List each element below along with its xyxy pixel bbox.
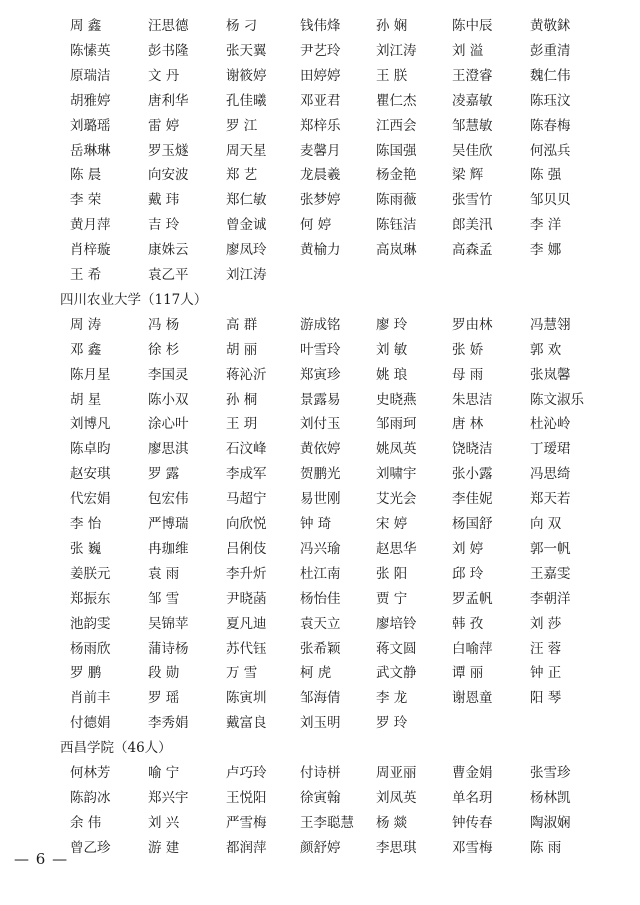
person-name: 邓 鑫 — [70, 341, 102, 358]
person-name: 饶晓洁 — [452, 441, 493, 458]
person-name: 岳琳琳 — [70, 142, 111, 159]
person-name: 杨 刁 — [226, 18, 258, 34]
person-name: 罗 玲 — [376, 715, 408, 732]
person-name: 罗孟帆 — [452, 590, 493, 607]
person-name: 周 涛 — [70, 316, 102, 333]
person-name: 武文静 — [376, 665, 417, 682]
person-name: 李佳妮 — [452, 491, 493, 508]
person-name: 姜朕元 — [70, 565, 111, 582]
person-name: 瞿仁杰 — [376, 92, 417, 109]
name-row — [0, 114, 640, 138]
person-name: 陈寅圳 — [226, 690, 267, 707]
person-name: 李成军 — [226, 466, 267, 483]
person-name: 邹慧敏 — [452, 117, 493, 134]
name-row — [0, 711, 640, 735]
person-name: 夏凡迪 — [226, 615, 267, 632]
person-name: 周亚丽 — [376, 765, 417, 781]
person-name: 蒋沁沂 — [226, 366, 267, 383]
person-name: 吉 玲 — [148, 217, 180, 234]
person-name: 王李聪慧 — [300, 814, 354, 831]
person-name: 曾金诚 — [226, 217, 267, 234]
person-name: 陈文淑乐 — [530, 391, 584, 408]
person-name: 刘玉明 — [300, 715, 341, 732]
person-name: 冯思绮 — [530, 466, 571, 483]
person-name: 王嘉雯 — [530, 565, 571, 582]
person-name: 张小露 — [452, 466, 493, 483]
person-name: 刘凤英 — [376, 789, 417, 806]
person-name: 王 玥 — [226, 416, 258, 433]
name-row — [0, 512, 640, 536]
person-name: 梁 辉 — [452, 167, 484, 184]
person-name: 母 雨 — [452, 366, 484, 383]
person-name: 冯慧翎 — [530, 316, 571, 333]
person-name: 段 勋 — [148, 665, 180, 682]
person-name: 王 朕 — [376, 67, 408, 84]
person-name: 杨林凯 — [530, 789, 571, 806]
person-name: 姚 琅 — [376, 366, 408, 383]
person-name: 陈小双 — [148, 391, 189, 408]
person-name: 张雪珍 — [530, 765, 571, 781]
person-name: 张岚馨 — [530, 366, 571, 383]
person-name: 廖思淇 — [148, 441, 189, 458]
person-name: 郑兴宇 — [148, 789, 189, 806]
person-name: 徐寅翰 — [300, 789, 341, 806]
person-name: 向欣悦 — [226, 516, 267, 532]
person-name: 龙晨羲 — [300, 167, 341, 184]
person-name: 李国灵 — [148, 366, 189, 383]
person-name: 罗 露 — [148, 466, 180, 483]
person-name: 代宏娟 — [70, 491, 111, 508]
person-name: 孙 娴 — [376, 18, 408, 34]
person-name: 邹贝贝 — [530, 192, 571, 209]
person-name: 杨怡佳 — [300, 590, 341, 607]
person-name: 杨雨欣 — [70, 640, 111, 657]
person-name: 郑振东 — [70, 590, 111, 607]
person-name: 高森孟 — [452, 242, 493, 259]
person-name: 陈中辰 — [452, 18, 493, 34]
person-name: 尹晓菡 — [226, 590, 267, 607]
person-name: 付诗栟 — [300, 765, 341, 781]
person-name: 高岚琳 — [376, 242, 417, 259]
person-name: 易世刚 — [300, 491, 341, 508]
person-name: 吕俐伎 — [226, 540, 267, 557]
person-name: 袁 雨 — [148, 565, 180, 582]
person-name: 罗由林 — [452, 316, 493, 333]
person-name: 史晓燕 — [376, 391, 417, 408]
person-name: 胡 星 — [70, 391, 102, 408]
person-name: 万 雪 — [226, 665, 258, 682]
person-name: 喻 宁 — [148, 765, 180, 781]
person-name: 刘 溢 — [452, 42, 484, 59]
person-name: 李升炘 — [226, 565, 267, 582]
person-name: 姚凤英 — [376, 441, 417, 458]
person-name: 孔佳曦 — [226, 92, 267, 109]
person-name: 陈国强 — [376, 142, 417, 159]
name-row — [0, 786, 640, 810]
name-row — [0, 412, 640, 436]
name-row — [0, 188, 640, 212]
name-row — [0, 661, 640, 685]
person-name: 韩 孜 — [452, 615, 484, 632]
person-name: 郑寅珍 — [300, 366, 341, 383]
person-name: 蒋文圆 — [376, 640, 417, 657]
person-name: 李朝洋 — [530, 590, 571, 607]
person-name: 冉珈维 — [148, 540, 189, 557]
person-name: 李 怡 — [70, 516, 102, 532]
person-name: 谭 丽 — [452, 665, 484, 682]
person-name: 苏代钰 — [226, 640, 267, 657]
person-name: 李 洋 — [530, 217, 562, 234]
person-name: 孙 桐 — [226, 391, 258, 408]
person-name: 凌嘉敏 — [452, 92, 493, 109]
person-name: 汪 蓉 — [530, 640, 562, 657]
person-name: 严博瑞 — [148, 516, 189, 532]
person-name: 何泓兵 — [530, 142, 571, 159]
person-name: 陈韵冰 — [70, 789, 111, 806]
person-name: 赵思华 — [376, 540, 417, 557]
person-name: 戴富良 — [226, 715, 267, 732]
person-name: 雷 婷 — [148, 117, 180, 134]
person-name: 陈愫英 — [70, 42, 111, 59]
person-name: 张 巍 — [70, 540, 102, 557]
person-name: 麦馨月 — [300, 142, 341, 159]
person-name: 戴 玮 — [148, 192, 180, 209]
person-name: 张梦婷 — [300, 192, 341, 209]
person-name: 高 群 — [226, 316, 258, 333]
name-row — [0, 14, 640, 38]
name-row — [0, 761, 640, 785]
person-name: 彭书隆 — [148, 42, 189, 59]
person-name: 余 伟 — [70, 814, 102, 831]
person-name: 杨金艳 — [376, 167, 417, 184]
name-row — [0, 89, 640, 113]
person-name: 钟 琦 — [300, 516, 332, 532]
person-name: 向安波 — [148, 167, 189, 184]
person-name: 陈卓昀 — [70, 441, 111, 458]
person-name: 唐利华 — [148, 92, 189, 109]
person-name: 刘 敏 — [376, 341, 408, 358]
name-row — [0, 313, 640, 337]
person-name: 都润萍 — [226, 839, 267, 856]
person-name: 贾 宁 — [376, 590, 408, 607]
person-name: 刘啸宇 — [376, 466, 417, 483]
person-name: 景露易 — [300, 391, 341, 408]
person-name: 杨国舒 — [452, 516, 493, 532]
person-name: 陈雨薇 — [376, 192, 417, 209]
person-name: 杜沁岭 — [530, 416, 571, 433]
name-row — [0, 238, 640, 262]
person-name: 张天翼 — [226, 42, 267, 59]
person-name: 胡 丽 — [226, 341, 258, 358]
person-name: 曹金娟 — [452, 765, 493, 781]
person-name: 李 娜 — [530, 242, 562, 259]
name-row — [0, 213, 640, 237]
name-row — [0, 686, 640, 710]
person-name: 池韵雯 — [70, 615, 111, 632]
person-name: 廖培铃 — [376, 615, 417, 632]
person-name: 周 鑫 — [70, 18, 102, 34]
person-name: 刘 婷 — [452, 540, 484, 557]
person-name: 钟 正 — [530, 665, 562, 682]
person-name: 阳 琴 — [530, 690, 562, 707]
person-name: 胡雅婷 — [70, 92, 111, 109]
person-name: 文 丹 — [148, 67, 180, 84]
person-name: 刘璐瑶 — [70, 117, 111, 134]
person-name: 吴锦苹 — [148, 615, 189, 632]
person-name: 包宏伟 — [148, 491, 189, 508]
person-name: 谢恩童 — [452, 690, 493, 707]
page-number: — 6 — — [14, 850, 69, 868]
person-name: 邹雨珂 — [376, 416, 417, 433]
person-name: 邹海倩 — [300, 690, 341, 707]
person-name: 张希颖 — [300, 640, 341, 657]
person-name: 廖凤玲 — [226, 242, 267, 259]
person-name: 陈春梅 — [530, 117, 571, 134]
person-name: 黄月萍 — [70, 217, 111, 234]
person-name: 李 龙 — [376, 690, 408, 707]
person-name: 石汶峰 — [226, 441, 267, 458]
person-name: 冯 杨 — [148, 316, 180, 333]
person-name: 张 阳 — [376, 565, 408, 582]
person-name: 游 建 — [148, 839, 180, 856]
person-name: 罗 江 — [226, 117, 258, 134]
person-name: 白喻萍 — [452, 640, 493, 657]
person-name: 康姝云 — [148, 242, 189, 259]
person-name: 付德娟 — [70, 715, 111, 732]
person-name: 陈 强 — [530, 167, 562, 184]
name-row — [0, 163, 640, 187]
person-name: 张雪竹 — [452, 192, 493, 209]
person-name: 马超宁 — [226, 491, 267, 508]
section-heading: 西昌学院（46人） — [60, 740, 172, 757]
person-name: 黄榆力 — [300, 242, 341, 259]
person-name: 张 娇 — [452, 341, 484, 358]
name-row — [0, 487, 640, 511]
person-name: 彭重清 — [530, 42, 571, 59]
person-name: 罗 瑶 — [148, 690, 180, 707]
person-name: 郑 艺 — [226, 167, 258, 184]
person-name: 郭 欢 — [530, 341, 562, 358]
person-name: 杨 燚 — [376, 814, 408, 831]
name-row — [0, 437, 640, 461]
name-row — [0, 338, 640, 362]
person-name: 单名玥 — [452, 789, 493, 806]
name-row — [0, 562, 640, 586]
person-name: 柯 虎 — [300, 665, 332, 682]
person-name: 廖 玲 — [376, 316, 408, 333]
person-name: 丁瑷珺 — [530, 441, 571, 458]
person-name: 冯兴瑜 — [300, 540, 341, 557]
name-row — [0, 462, 640, 486]
person-name: 钟传春 — [452, 814, 493, 831]
person-name: 邱 玲 — [452, 565, 484, 582]
person-name: 严雪梅 — [226, 814, 267, 831]
person-name: 赵安琪 — [70, 466, 111, 483]
person-name: 吴佳欣 — [452, 142, 493, 159]
person-name: 涂心叶 — [148, 416, 189, 433]
name-row — [0, 637, 640, 661]
person-name: 黄依婷 — [300, 441, 341, 458]
person-name: 朱思洁 — [452, 391, 493, 408]
person-name: 郑梓乐 — [300, 117, 341, 134]
person-name: 李秀娟 — [148, 715, 189, 732]
person-name: 周天星 — [226, 142, 267, 159]
person-name: 向 双 — [530, 516, 562, 532]
person-name: 郭一帆 — [530, 540, 571, 557]
name-row — [0, 388, 640, 412]
person-name: 宋 婷 — [376, 516, 408, 532]
person-name: 郑天若 — [530, 491, 571, 508]
person-name: 邓雪梅 — [452, 839, 493, 856]
person-name: 陶淑娴 — [530, 814, 571, 831]
person-name: 罗玉燧 — [148, 142, 189, 159]
name-row — [0, 64, 640, 88]
person-name: 蒲诗杨 — [148, 640, 189, 657]
name-row — [0, 811, 640, 835]
name-row — [0, 139, 640, 163]
person-name: 江西会 — [376, 117, 417, 134]
person-name: 郑仁敏 — [226, 192, 267, 209]
person-name: 游成铭 — [300, 316, 341, 333]
person-name: 王悦阳 — [226, 789, 267, 806]
person-name: 谢筱婷 — [226, 67, 267, 84]
name-row — [0, 587, 640, 611]
name-row — [0, 612, 640, 636]
person-name: 刘江涛 — [376, 42, 417, 59]
person-name: 陈 晨 — [70, 167, 102, 184]
person-name: 黄敬鉥 — [530, 18, 571, 34]
person-name: 陈钰洁 — [376, 217, 417, 234]
name-row — [0, 363, 640, 387]
person-name: 袁乙平 — [148, 267, 189, 283]
person-name: 杜江南 — [300, 565, 341, 582]
person-name: 罗 鹏 — [70, 665, 102, 682]
name-row — [0, 263, 640, 287]
person-name: 陈珏汶 — [530, 92, 571, 109]
person-name: 肖梓璇 — [70, 242, 111, 259]
person-name: 尹艺玲 — [300, 42, 341, 59]
person-name: 陈月星 — [70, 366, 111, 383]
name-row — [0, 836, 640, 860]
person-name: 唐 林 — [452, 416, 484, 433]
person-name: 邓亚君 — [300, 92, 341, 109]
person-name: 魏仁伟 — [530, 67, 571, 84]
name-row — [0, 39, 640, 63]
person-name: 汪思德 — [148, 18, 189, 34]
person-name: 袁天立 — [300, 615, 341, 632]
person-name: 田婷婷 — [300, 67, 341, 84]
person-name: 李思琪 — [376, 839, 417, 856]
person-name: 何 婷 — [300, 217, 332, 234]
person-name: 刘 莎 — [530, 615, 562, 632]
person-name: 艾光会 — [376, 491, 417, 508]
person-name: 颜舒婷 — [300, 839, 341, 856]
person-name: 刘 兴 — [148, 814, 180, 831]
person-name: 刘江涛 — [226, 267, 267, 283]
person-name: 李 荣 — [70, 192, 102, 209]
name-row — [0, 537, 640, 561]
person-name: 叶雪玲 — [300, 341, 341, 358]
person-name: 肖前丰 — [70, 690, 111, 707]
section-heading: 四川农业大学（117人） — [60, 291, 208, 308]
person-name: 钱伟烽 — [300, 18, 341, 34]
person-name: 曾乙珍 — [70, 839, 111, 856]
person-name: 王澄睿 — [452, 67, 493, 84]
person-name: 刘付玉 — [300, 416, 341, 433]
person-name: 邹 雪 — [148, 590, 180, 607]
person-name: 刘博凡 — [70, 416, 111, 433]
person-name: 原瑞洁 — [70, 67, 111, 84]
person-name: 贺鹏光 — [300, 466, 341, 483]
person-name: 王 希 — [70, 267, 102, 283]
person-name: 何林芳 — [70, 765, 111, 781]
person-name: 徐 杉 — [148, 341, 180, 358]
person-name: 郎美汛 — [452, 217, 493, 234]
person-name: 卢巧玲 — [226, 765, 267, 781]
person-name: 陈 雨 — [530, 839, 562, 856]
